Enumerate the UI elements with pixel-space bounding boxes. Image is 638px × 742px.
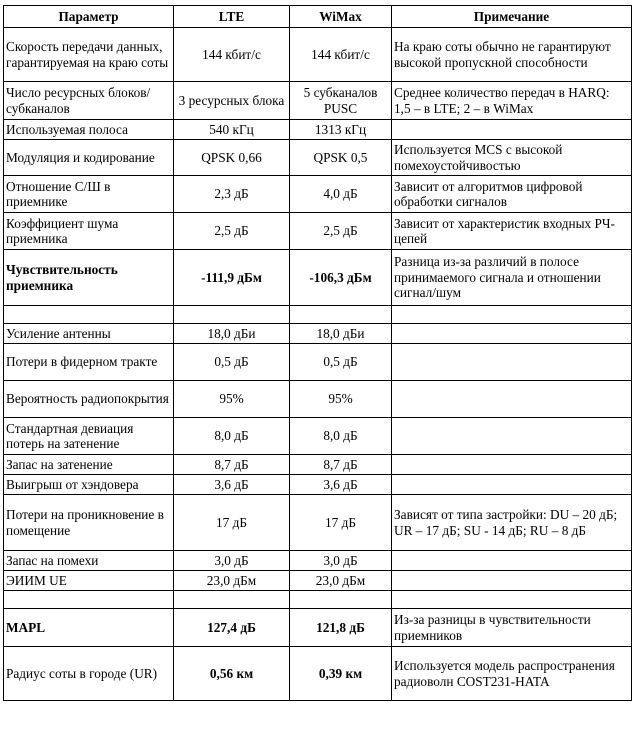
param-cell: Вероятность радиопокрытия bbox=[4, 381, 174, 418]
param-cell: Используемая полоса bbox=[4, 120, 174, 140]
param-cell: ЭИИМ UE bbox=[4, 571, 174, 591]
wimax-cell: 144 кбит/с bbox=[290, 28, 392, 82]
table-row bbox=[4, 213, 632, 250]
wimax-cell: 0,39 км bbox=[290, 647, 392, 701]
param-cell: MAPL bbox=[4, 609, 174, 647]
note-cell bbox=[392, 306, 632, 324]
note-cell: Зависят от типа застройки: DU – 20 дБ; UR – 17 дБ; SU - 14 дБ; RU – 8 дБ bbox=[392, 495, 632, 551]
table-row bbox=[4, 140, 632, 176]
param-cell: Радиус соты в городе (UR) bbox=[4, 647, 174, 701]
table-row bbox=[4, 551, 632, 571]
lte-cell: 127,4 дБ bbox=[174, 609, 290, 647]
note-cell bbox=[392, 551, 632, 571]
wimax-cell: 23,0 дБм bbox=[290, 571, 392, 591]
table-row bbox=[4, 381, 632, 418]
wimax-cell: 2,5 дБ bbox=[290, 213, 392, 250]
param-cell: Скорость передачи данных, гарантируемая на краю соты bbox=[4, 28, 174, 82]
spacer-row bbox=[4, 306, 632, 324]
wimax-cell: 3,6 дБ bbox=[290, 475, 392, 495]
wimax-cell bbox=[290, 306, 392, 324]
note-cell: Разница из-за различий в полосе принимаемого сигнала и отношении сигнал/шум bbox=[392, 250, 632, 306]
note-cell: Среднее количество передач в HARQ: 1,5 – в LTE; 2 – в WiMax bbox=[392, 82, 632, 120]
table-row bbox=[4, 120, 632, 140]
table-row bbox=[4, 324, 632, 344]
param-cell: Стандартная девиация потерь на затенение bbox=[4, 418, 174, 455]
lte-cell bbox=[174, 306, 290, 324]
wimax-cell: 3,0 дБ bbox=[290, 551, 392, 571]
lte-cell: 95% bbox=[174, 381, 290, 418]
wimax-cell: 95% bbox=[290, 381, 392, 418]
header-row bbox=[4, 6, 632, 28]
table-row bbox=[4, 571, 632, 591]
note-cell bbox=[392, 418, 632, 455]
wimax-cell: 8,7 дБ bbox=[290, 455, 392, 475]
param-cell: Запас на затенение bbox=[4, 455, 174, 475]
note-cell: Зависит от алгоритмов цифровой обработки сигналов bbox=[392, 176, 632, 213]
table-row bbox=[4, 609, 632, 647]
param-cell: Запас на помехи bbox=[4, 551, 174, 571]
lte-cell: QPSK 0,66 bbox=[174, 140, 290, 176]
table-row bbox=[4, 344, 632, 381]
header-lte: LTE bbox=[174, 6, 290, 28]
param-cell: Коэффициент шума приемника bbox=[4, 213, 174, 250]
wimax-cell: 18,0 дБи bbox=[290, 324, 392, 344]
note-cell bbox=[392, 324, 632, 344]
wimax-cell: -106,3 дБм bbox=[290, 250, 392, 306]
table-row bbox=[4, 82, 632, 120]
lte-cell: 144 кбит/с bbox=[174, 28, 290, 82]
lte-cell: 8,7 дБ bbox=[174, 455, 290, 475]
lte-cell bbox=[174, 591, 290, 609]
note-cell: На краю соты обычно не гарантируют высокой пропускной способности bbox=[392, 28, 632, 82]
note-cell: Используется модель распространения радиоволн COST231-HATA bbox=[392, 647, 632, 701]
lte-cell: 0,56 км bbox=[174, 647, 290, 701]
wimax-cell: 4,0 дБ bbox=[290, 176, 392, 213]
lte-cell: 17 дБ bbox=[174, 495, 290, 551]
note-cell: Из-за разницы в чувствительности приемников bbox=[392, 609, 632, 647]
table-row bbox=[4, 475, 632, 495]
lte-cell: 2,3 дБ bbox=[174, 176, 290, 213]
table-row bbox=[4, 418, 632, 455]
param-cell: Выигрыш от хэндовера bbox=[4, 475, 174, 495]
table-row bbox=[4, 455, 632, 475]
header-note: Примечание bbox=[392, 6, 632, 28]
lte-cell: 0,5 дБ bbox=[174, 344, 290, 381]
lte-cell: 3,6 дБ bbox=[174, 475, 290, 495]
note-cell bbox=[392, 455, 632, 475]
param-cell: Потери в фидерном тракте bbox=[4, 344, 174, 381]
note-cell bbox=[392, 120, 632, 140]
wimax-cell: 121,8 дБ bbox=[290, 609, 392, 647]
header-wimax: WiMax bbox=[290, 6, 392, 28]
param-cell: Потери на проникновение в помещение bbox=[4, 495, 174, 551]
lte-cell: 18,0 дБи bbox=[174, 324, 290, 344]
note-cell bbox=[392, 381, 632, 418]
param-cell: Отношение С/Ш в приемнике bbox=[4, 176, 174, 213]
param-cell bbox=[4, 306, 174, 324]
table-row bbox=[4, 495, 632, 551]
wimax-cell: 8,0 дБ bbox=[290, 418, 392, 455]
table-row bbox=[4, 176, 632, 213]
lte-cell: 8,0 дБ bbox=[174, 418, 290, 455]
param-cell bbox=[4, 591, 174, 609]
wimax-cell: QPSK 0,5 bbox=[290, 140, 392, 176]
table-row bbox=[4, 250, 632, 306]
wimax-cell bbox=[290, 591, 392, 609]
wimax-cell: 17 дБ bbox=[290, 495, 392, 551]
header-param: Параметр bbox=[4, 6, 174, 28]
table-row bbox=[4, 28, 632, 82]
lte-cell: -111,9 дБм bbox=[174, 250, 290, 306]
param-cell: Модуляция и кодирование bbox=[4, 140, 174, 176]
lte-cell: 2,5 дБ bbox=[174, 213, 290, 250]
note-cell: Зависит от характеристик входных РЧ-цепей bbox=[392, 213, 632, 250]
note-cell bbox=[392, 475, 632, 495]
param-cell: Чувствительность приемника bbox=[4, 250, 174, 306]
table-row bbox=[4, 647, 632, 701]
note-cell bbox=[392, 344, 632, 381]
wimax-cell: 5 субканалов PUSC bbox=[290, 82, 392, 120]
lte-cell: 3 ресурсных блока bbox=[174, 82, 290, 120]
wimax-cell: 0,5 дБ bbox=[290, 344, 392, 381]
lte-cell: 3,0 дБ bbox=[174, 551, 290, 571]
spacer-row bbox=[4, 591, 632, 609]
param-cell: Усиление антенны bbox=[4, 324, 174, 344]
note-cell bbox=[392, 591, 632, 609]
wimax-cell: 1313 кГц bbox=[290, 120, 392, 140]
comparison-table bbox=[3, 5, 632, 701]
param-cell: Число ресурсных блоков/субканалов bbox=[4, 82, 174, 120]
note-cell: Используется MCS с высокой помехоустойчивостью bbox=[392, 140, 632, 176]
note-cell bbox=[392, 571, 632, 591]
lte-cell: 540 кГц bbox=[174, 120, 290, 140]
lte-cell: 23,0 дБм bbox=[174, 571, 290, 591]
